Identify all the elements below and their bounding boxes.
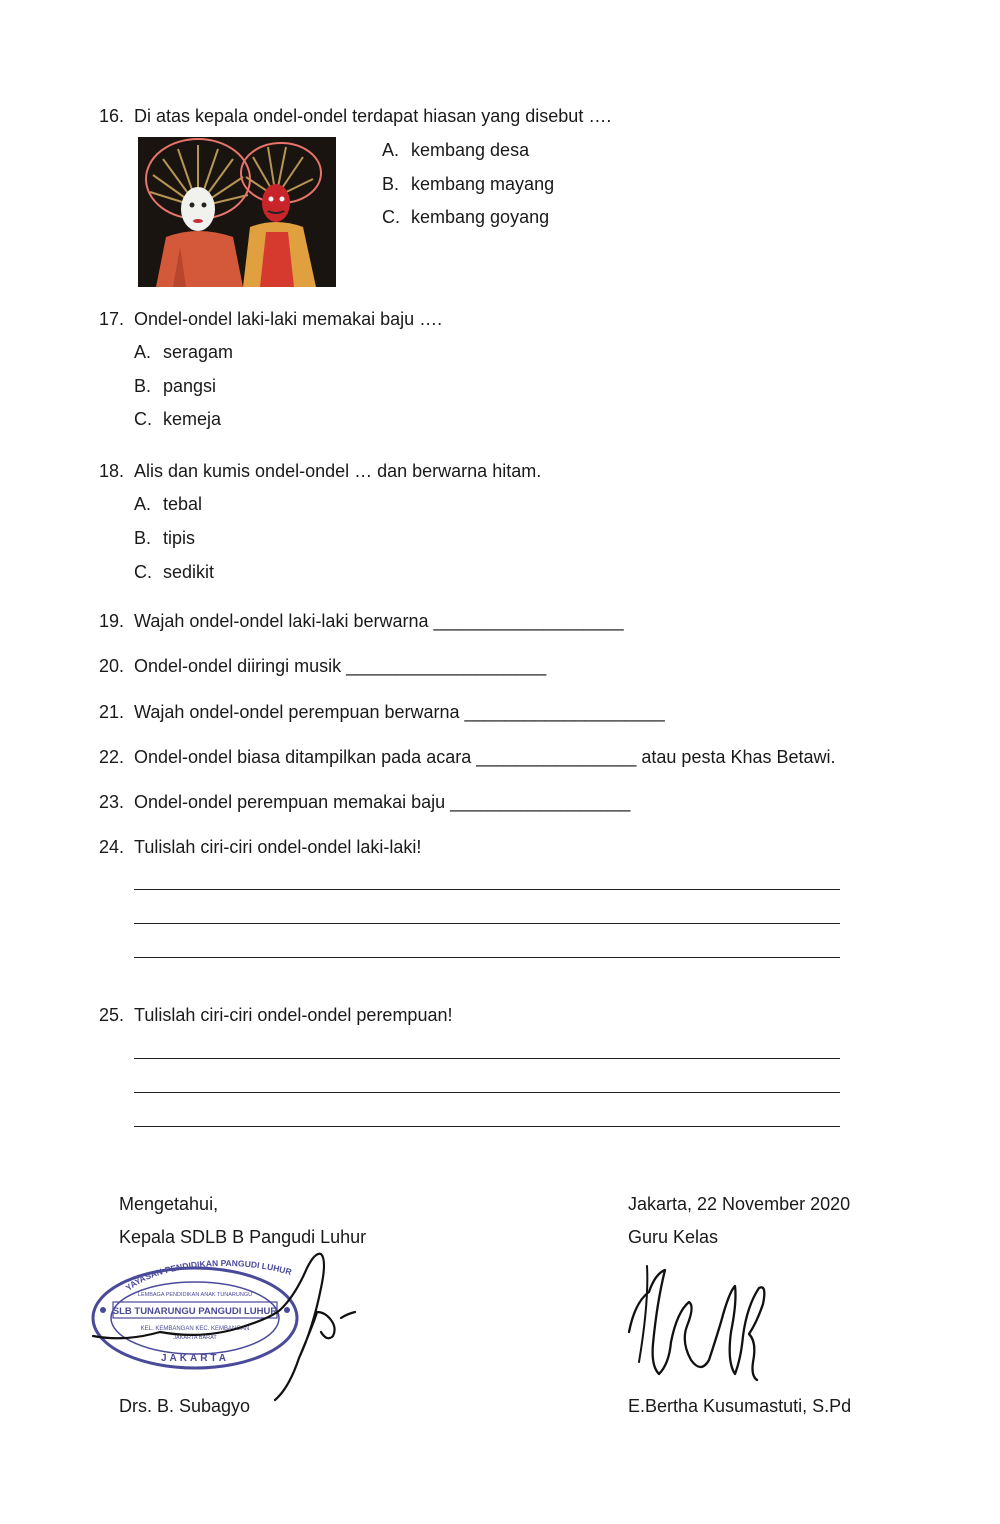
question-text: Alis dan kumis ondel-ondel … dan berwarna hitam.	[134, 461, 542, 481]
option-text: kembang goyang	[411, 207, 550, 227]
question-text[interactable]: Ondel-ondel diiringi musik ____________________	[134, 656, 547, 676]
option-letter: B.	[382, 174, 400, 194]
teacher-name: E.Bertha Kusumastuti, S.Pd	[628, 1396, 852, 1416]
question-number: 25.	[99, 1005, 125, 1025]
option-b[interactable]	[134, 528, 195, 549]
principal-title: Kepala SDLB B Pangudi Luhur	[119, 1227, 367, 1247]
stamp-line-4: JAKARTA BARAT	[173, 1335, 217, 1341]
ondel-ondel-photo	[138, 137, 336, 287]
question-number: 23.	[99, 792, 125, 812]
option-letter: A.	[134, 342, 152, 362]
answer-line[interactable]	[134, 1092, 840, 1093]
option-text: sedikit	[163, 562, 215, 582]
question-text[interactable]: Ondel-ondel biasa ditampilkan pada acara ________________ atau pesta Khas Betawi.	[134, 747, 836, 767]
option-text: kembang mayang	[411, 174, 555, 194]
question-number: 19.	[99, 611, 125, 631]
option-c[interactable]	[134, 409, 221, 430]
teacher-signature	[625, 1262, 775, 1384]
option-letter: A.	[134, 494, 152, 514]
question-number: 18.	[99, 461, 125, 481]
question-text: Di atas kepala ondel-ondel terdapat hiasan yang disebut ….	[134, 106, 612, 126]
option-a[interactable]	[134, 494, 202, 515]
stamp-ring-text: YAYASAN PENDIDIKAN PANGUDI LUHUR	[123, 1257, 293, 1293]
option-letter: B.	[134, 528, 152, 548]
option-a[interactable]	[134, 342, 233, 363]
option-letter: C.	[134, 562, 152, 582]
option-c[interactable]	[382, 207, 549, 228]
option-text: pangsi	[163, 376, 217, 396]
question-text[interactable]: Wajah ondel-ondel laki-laki berwarna ___________________	[134, 611, 624, 631]
option-text: kemeja	[163, 409, 222, 429]
option-c[interactable]	[134, 562, 214, 583]
question-text[interactable]: Ondel-ondel perempuan memakai baju __________________	[134, 792, 631, 812]
place-date: Jakarta, 22 November 2020	[628, 1194, 851, 1214]
question-number: 20.	[99, 656, 125, 676]
option-text: tebal	[163, 494, 203, 514]
option-letter: A.	[382, 140, 400, 160]
answer-line[interactable]	[134, 957, 840, 958]
option-text: tipis	[163, 528, 196, 548]
question-text[interactable]: Wajah ondel-ondel perempuan berwarna ____________________	[134, 702, 665, 722]
answer-line[interactable]	[134, 1058, 840, 1059]
teacher-title: Guru Kelas	[628, 1227, 719, 1247]
answer-line[interactable]	[134, 1126, 840, 1127]
question-number: 22.	[99, 747, 125, 767]
answer-line[interactable]	[134, 923, 840, 924]
option-letter: B.	[134, 376, 152, 396]
question-text: Tulislah ciri-ciri ondel-ondel perempuan!	[134, 1005, 453, 1025]
answer-line[interactable]	[134, 889, 840, 890]
principal-name: Drs. B. Subagyo	[119, 1396, 251, 1416]
option-b[interactable]	[382, 174, 554, 195]
stamp-bottom-text: JAKARTA	[160, 1353, 230, 1364]
question-number: 17.	[99, 309, 125, 329]
question-text: Ondel-ondel laki-laki memakai baju ….	[134, 309, 443, 329]
stamp-line-3: KEL. KEMBANGAN KEC. KEMBANGAN	[140, 1326, 250, 1332]
question-number: 16.	[99, 106, 125, 126]
option-letter: C.	[382, 207, 400, 227]
option-text: seragam	[163, 342, 234, 362]
stamp-line-1: LEMBAGA PENDIDIKAN ANAK TUNARUNGU	[137, 1292, 253, 1298]
question-number: 21.	[99, 702, 125, 722]
option-text: kembang desa	[411, 140, 530, 160]
option-b[interactable]	[134, 376, 216, 397]
question-number: 24.	[99, 837, 125, 857]
school-stamp	[85, 1248, 365, 1408]
stamp-line-2: SLB TUNARUNGU PANGUDI LUHUR	[112, 1306, 278, 1317]
option-letter: C.	[134, 409, 152, 429]
option-a[interactable]	[382, 140, 529, 161]
question-text: Tulislah ciri-ciri ondel-ondel laki-laki!	[134, 837, 422, 857]
acknowledgement-label: Mengetahui,	[119, 1194, 219, 1214]
